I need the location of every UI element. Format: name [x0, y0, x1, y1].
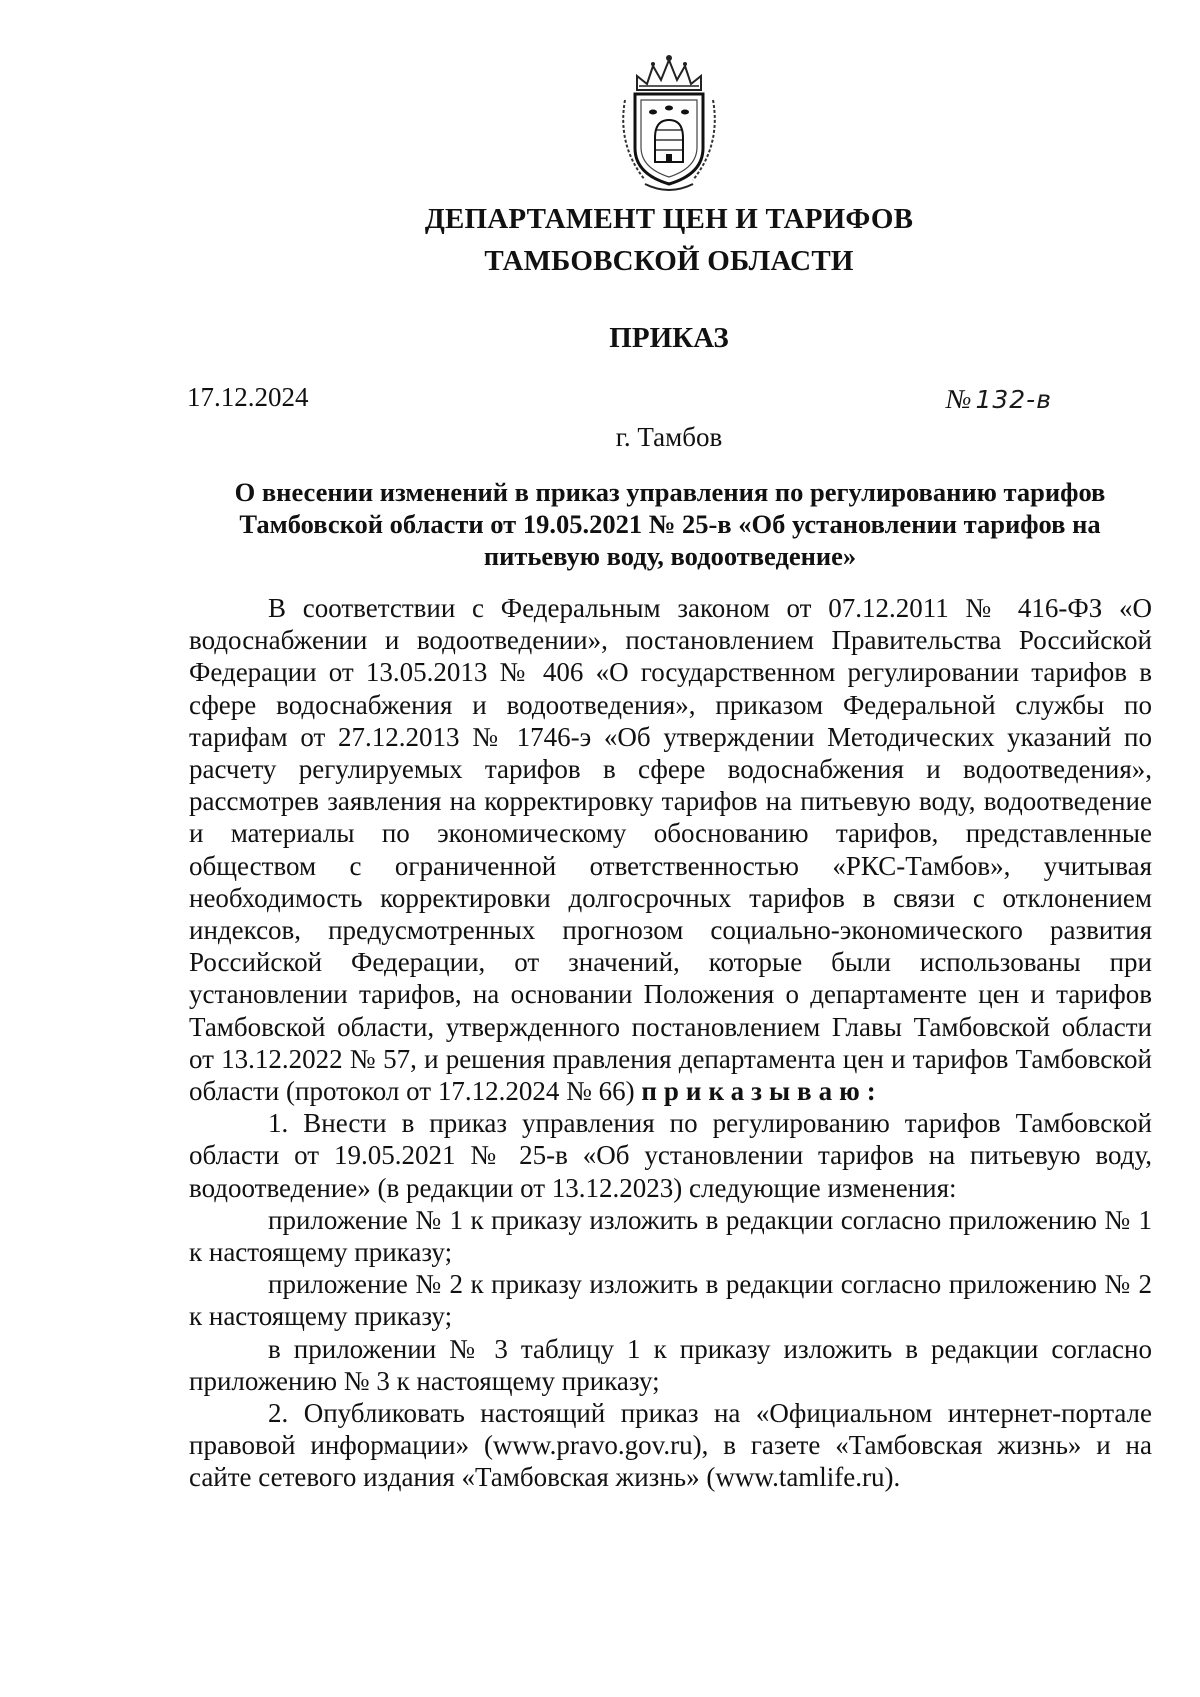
order-word: приказываю:	[641, 1076, 883, 1107]
department-name-line-1: ДЕПАРТАМЕНТ ЦЕН И ТАРИФОВ	[424, 203, 914, 235]
coat-of-arms-emblem	[615, 50, 723, 195]
document-type-title: ПРИКАЗ	[609, 322, 729, 354]
handwritten-number: 132-в	[975, 385, 1052, 414]
item-1-paragraph: 1. Внести в приказ управления по регулированию тарифов Тамбовской области от 19.05.2021 № 25-в «Об установлении тарифов на питьевую воду, водоотведение» (в редакции от 13.12.2023) следующие изменения:	[189, 1108, 1152, 1203]
document-date: 17.12.2024	[187, 382, 309, 412]
preamble-paragraph	[189, 592, 1152, 1107]
preamble-text: В соответствии с Федеральным законом от 07.12.2011 № 416-ФЗ «О водоснабжении и водоотведении», постановлением Правительства Российской Федерации от 13.05.2013 № 406 «О государственном регулировании тарифов в сфере водоснабжения и водоотведения», приказом Федеральной службы по тарифам от 27.12.2013 № 1746-э «Об утверждении Методических указаний по расчету регулируемых тарифов в сфере водоснабжения и водоотведения», рассмотрев заявления на корректировку тарифов на питьевую воду, водоотведение и материалы по экономическому обоснованию тарифов, представленные обществом с ограниченной ответственностью «РКС-Тамбов», учитывая необходимость корректировки долгосрочных тарифов в связи с отклонением индексов, предусмотренных прогнозом социально-экономического развития Российской Федерации, от значений, которые были использованы при установлении тарифов, на основании Положения о департаменте цен и тарифов Тамбовской области, утвержденного постановлением Главы Тамбовской области от 13.12.2022 № 57, и решения правления департамента цен и тарифов Тамбовской области (протокол от 17.12.2024 № 66)	[189, 593, 1152, 1107]
subitem-2-paragraph: приложение № 2 к приказу изложить в редакции согласно приложению № 2 к настоящему приказу;	[189, 1269, 1152, 1332]
document-subject: О внесении изменений в приказ управления по регулированию тарифов Тамбовской области от 19.05.2021 № 25-в «Об установлении тарифов на питьевую воду, водоотведение»	[234, 477, 1106, 571]
document-body	[189, 592, 1152, 1494]
document-city: г. Тамбов	[615, 422, 723, 452]
department-name-line-2: ТАМБОВСКОЙ ОБЛАСТИ	[484, 245, 854, 277]
item-2-paragraph: 2. Опубликовать настоящий приказ на «Официальном интернет-портале правовой информации» (www.pravo.gov.ru), в газете «Тамбовская жизнь» и на сайте сетевого издания «Тамбовская жизнь» (www.tamlife.ru).	[189, 1398, 1152, 1493]
subitem-1-paragraph: приложение № 1 к приказу изложить в редакции согласно приложению № 1 к настоящему приказу;	[189, 1204, 1152, 1268]
subitem-3-paragraph: в приложении № 3 таблицу 1 к приказу изложить в редакции согласно приложению № 3 к настоящему приказу;	[189, 1333, 1152, 1396]
number-sign: №	[946, 384, 972, 414]
document-number	[946, 384, 1052, 415]
